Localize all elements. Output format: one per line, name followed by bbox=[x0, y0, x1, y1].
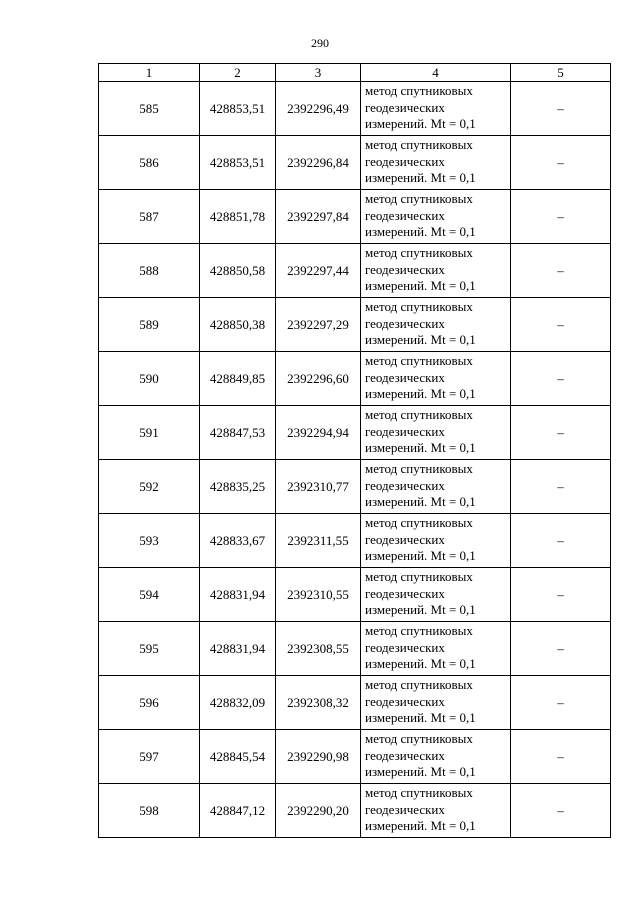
method-line: геодезических bbox=[365, 693, 445, 709]
method-line: метод спутниковых bbox=[365, 785, 473, 800]
y-coordinate-cell: 2392311,55 bbox=[276, 514, 361, 568]
x-coordinate-cell: 428833,67 bbox=[200, 514, 276, 568]
y-coordinate-cell: 2392290,98 bbox=[276, 730, 361, 784]
point-number-cell: 596 bbox=[99, 676, 200, 730]
method-cell bbox=[361, 190, 511, 244]
y-coordinate-cell: 2392296,60 bbox=[276, 352, 361, 406]
x-coordinate-cell: 428847,53 bbox=[200, 406, 276, 460]
method-line: измерений. Mt = 0,1 bbox=[365, 440, 476, 455]
table-row bbox=[99, 568, 611, 622]
point-number-cell: 590 bbox=[99, 352, 200, 406]
method-line: измерений. Mt = 0,1 bbox=[365, 818, 476, 833]
method-cell bbox=[361, 514, 511, 568]
y-coordinate-cell: 2392294,94 bbox=[276, 406, 361, 460]
method-line: метод спутниковых bbox=[365, 191, 473, 206]
method-cell bbox=[361, 298, 511, 352]
note-cell: – bbox=[511, 352, 611, 406]
point-number-cell: 593 bbox=[99, 514, 200, 568]
x-coordinate-cell: 428847,12 bbox=[200, 784, 276, 838]
method-line: геодезических bbox=[365, 207, 445, 223]
point-number-cell: 591 bbox=[99, 406, 200, 460]
x-coordinate-cell: 428832,09 bbox=[200, 676, 276, 730]
method-line: измерений. Mt = 0,1 bbox=[365, 332, 476, 347]
note-cell: – bbox=[511, 568, 611, 622]
table-row bbox=[99, 82, 611, 136]
note-cell: – bbox=[511, 622, 611, 676]
y-coordinate-cell: 2392296,49 bbox=[276, 82, 361, 136]
table-row bbox=[99, 190, 611, 244]
y-coordinate-cell: 2392290,20 bbox=[276, 784, 361, 838]
method-line: геодезических bbox=[365, 585, 445, 601]
method-cell bbox=[361, 352, 511, 406]
x-coordinate-cell: 428835,25 bbox=[200, 460, 276, 514]
note-cell: – bbox=[511, 298, 611, 352]
note-cell: – bbox=[511, 676, 611, 730]
method-line: измерений. Mt = 0,1 bbox=[365, 116, 476, 131]
x-coordinate-cell: 428831,94 bbox=[200, 622, 276, 676]
note-cell: – bbox=[511, 190, 611, 244]
note-cell: – bbox=[511, 244, 611, 298]
y-coordinate-cell: 2392308,55 bbox=[276, 622, 361, 676]
method-line: измерений. Mt = 0,1 bbox=[365, 548, 476, 563]
point-number-cell: 586 bbox=[99, 136, 200, 190]
point-number-cell: 589 bbox=[99, 298, 200, 352]
method-cell bbox=[361, 136, 511, 190]
method-line: метод спутниковых bbox=[365, 515, 473, 530]
point-number-cell: 597 bbox=[99, 730, 200, 784]
y-coordinate-cell: 2392308,32 bbox=[276, 676, 361, 730]
method-line: измерений. Mt = 0,1 bbox=[365, 494, 476, 509]
method-line: измерений. Mt = 0,1 bbox=[365, 656, 476, 671]
y-coordinate-cell: 2392296,84 bbox=[276, 136, 361, 190]
note-cell: – bbox=[511, 514, 611, 568]
point-number-cell: 598 bbox=[99, 784, 200, 838]
x-coordinate-cell: 428850,58 bbox=[200, 244, 276, 298]
method-line: метод спутниковых bbox=[365, 83, 473, 98]
table-row bbox=[99, 622, 611, 676]
table-row bbox=[99, 244, 611, 298]
note-cell: – bbox=[511, 784, 611, 838]
method-cell bbox=[361, 622, 511, 676]
method-line: измерений. Mt = 0,1 bbox=[365, 602, 476, 617]
y-coordinate-cell: 2392310,77 bbox=[276, 460, 361, 514]
x-coordinate-cell: 428853,51 bbox=[200, 136, 276, 190]
y-coordinate-cell: 2392297,84 bbox=[276, 190, 361, 244]
table-row bbox=[99, 730, 611, 784]
method-line: измерений. Mt = 0,1 bbox=[365, 278, 476, 293]
point-number-cell: 588 bbox=[99, 244, 200, 298]
table-row bbox=[99, 784, 611, 838]
method-line: геодезических bbox=[365, 369, 445, 385]
note-cell: – bbox=[511, 136, 611, 190]
y-coordinate-cell: 2392297,29 bbox=[276, 298, 361, 352]
table-row bbox=[99, 352, 611, 406]
method-line: измерений. Mt = 0,1 bbox=[365, 386, 476, 401]
point-number-cell: 594 bbox=[99, 568, 200, 622]
method-cell bbox=[361, 82, 511, 136]
method-line: измерений. Mt = 0,1 bbox=[365, 170, 476, 185]
table-row bbox=[99, 676, 611, 730]
header-col-2: 2 bbox=[200, 64, 276, 82]
method-line: геодезических bbox=[365, 423, 445, 439]
method-cell bbox=[361, 406, 511, 460]
header-row bbox=[99, 64, 611, 82]
table-row bbox=[99, 136, 611, 190]
x-coordinate-cell: 428845,54 bbox=[200, 730, 276, 784]
table-row bbox=[99, 460, 611, 514]
method-line: метод спутниковых bbox=[365, 407, 473, 422]
method-line: геодезических bbox=[365, 747, 445, 763]
method-cell bbox=[361, 244, 511, 298]
method-line: геодезических bbox=[365, 801, 445, 817]
method-line: измерений. Mt = 0,1 bbox=[365, 224, 476, 239]
table-row bbox=[99, 406, 611, 460]
page-number: 290 bbox=[311, 36, 329, 50]
method-line: геодезических bbox=[365, 315, 445, 331]
method-line: метод спутниковых bbox=[365, 353, 473, 368]
method-line: метод спутниковых bbox=[365, 461, 473, 476]
method-line: геодезических bbox=[365, 153, 445, 169]
point-number-cell: 585 bbox=[99, 82, 200, 136]
x-coordinate-cell: 428831,94 bbox=[200, 568, 276, 622]
note-cell: – bbox=[511, 730, 611, 784]
table-body bbox=[99, 82, 611, 838]
table-row bbox=[99, 514, 611, 568]
method-line: геодезических bbox=[365, 639, 445, 655]
method-line: метод спутниковых bbox=[365, 299, 473, 314]
note-cell: – bbox=[511, 406, 611, 460]
method-line: метод спутниковых bbox=[365, 245, 473, 260]
method-line: измерений. Mt = 0,1 bbox=[365, 710, 476, 725]
table-row bbox=[99, 298, 611, 352]
method-cell bbox=[361, 568, 511, 622]
method-cell bbox=[361, 730, 511, 784]
method-line: геодезических bbox=[365, 477, 445, 493]
coordinates-table bbox=[98, 63, 611, 838]
point-number-cell: 592 bbox=[99, 460, 200, 514]
method-line: метод спутниковых bbox=[365, 137, 473, 152]
point-number-cell: 595 bbox=[99, 622, 200, 676]
method-line: метод спутниковых bbox=[365, 623, 473, 638]
header-col-3: 3 bbox=[276, 64, 361, 82]
x-coordinate-cell: 428849,85 bbox=[200, 352, 276, 406]
method-line: геодезических bbox=[365, 261, 445, 277]
method-cell bbox=[361, 460, 511, 514]
method-cell bbox=[361, 676, 511, 730]
method-line: геодезических bbox=[365, 99, 445, 115]
table-header bbox=[99, 64, 611, 82]
x-coordinate-cell: 428851,78 bbox=[200, 190, 276, 244]
note-cell: – bbox=[511, 460, 611, 514]
note-cell: – bbox=[511, 82, 611, 136]
method-line: метод спутниковых bbox=[365, 731, 473, 746]
method-line: геодезических bbox=[365, 531, 445, 547]
method-line: метод спутниковых bbox=[365, 569, 473, 584]
method-line: метод спутниковых bbox=[365, 677, 473, 692]
x-coordinate-cell: 428853,51 bbox=[200, 82, 276, 136]
method-cell bbox=[361, 784, 511, 838]
header-col-1: 1 bbox=[99, 64, 200, 82]
point-number-cell: 587 bbox=[99, 190, 200, 244]
method-line: измерений. Mt = 0,1 bbox=[365, 764, 476, 779]
header-col-5: 5 bbox=[511, 64, 611, 82]
y-coordinate-cell: 2392297,44 bbox=[276, 244, 361, 298]
header-col-4: 4 bbox=[361, 64, 511, 82]
y-coordinate-cell: 2392310,55 bbox=[276, 568, 361, 622]
x-coordinate-cell: 428850,38 bbox=[200, 298, 276, 352]
